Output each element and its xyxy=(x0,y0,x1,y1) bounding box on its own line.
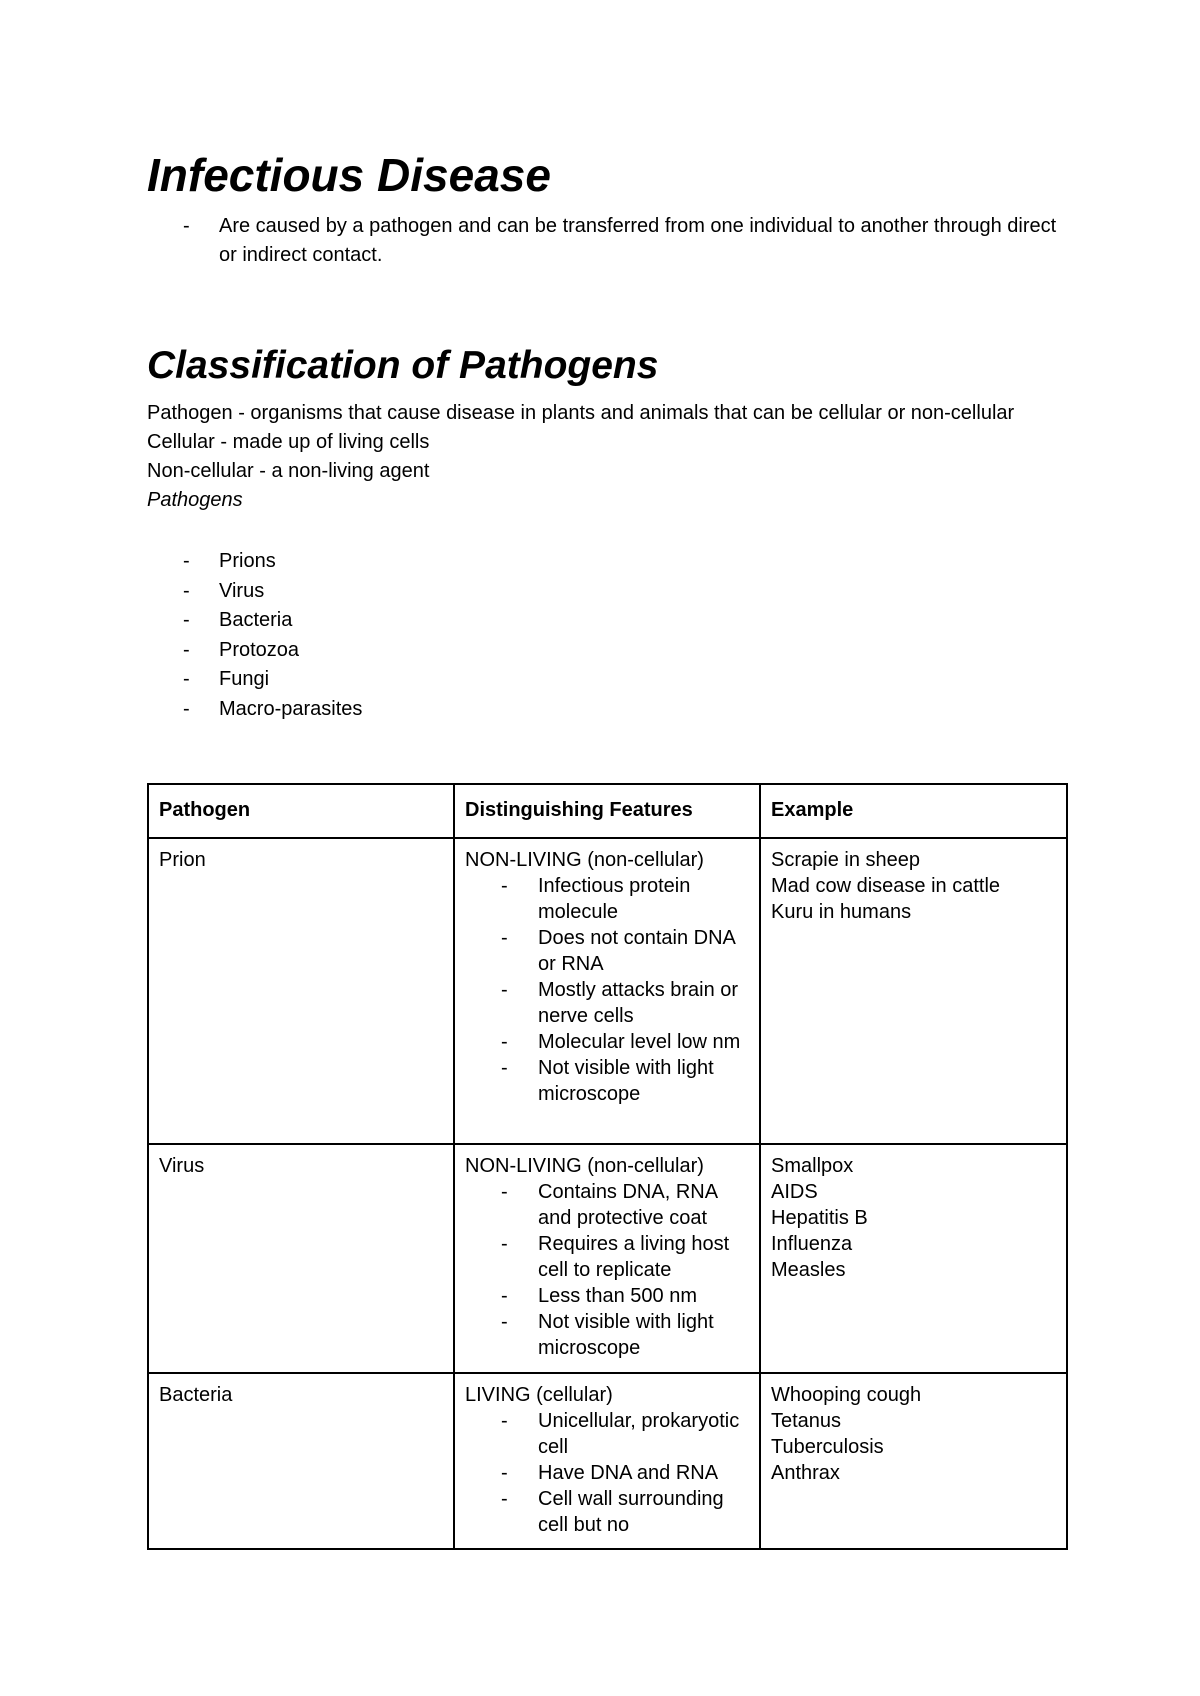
feature-text: Not visible with light microscope xyxy=(538,1057,714,1105)
column-header-example: Example xyxy=(760,784,1067,838)
bullet-dash: - xyxy=(501,927,508,949)
example-text: Tuberculosis xyxy=(771,1436,884,1458)
intro-bullet-text: Are caused by a pathogen and can be transferred from one individual to another through direct or indirect contact. xyxy=(219,215,1057,266)
feature-list xyxy=(465,1179,749,1361)
pathogen-cell: Prion xyxy=(148,838,454,1144)
examples-cell xyxy=(760,1373,1067,1549)
bullet-dash: - xyxy=(501,1233,508,1255)
feature-item xyxy=(465,1408,749,1460)
bullet-dash: - xyxy=(501,1410,508,1432)
bullet-dash: - xyxy=(183,668,190,690)
feature-text: Have DNA and RNA xyxy=(538,1462,719,1484)
list-item-label: Fungi xyxy=(219,668,270,690)
feature-item xyxy=(465,1029,749,1055)
feature-list xyxy=(465,873,749,1107)
example-text: Mad cow disease in cattle xyxy=(771,875,1001,897)
feature-text: Unicellular, prokaryotic cell xyxy=(538,1410,740,1458)
features-cell xyxy=(454,838,760,1144)
feature-heading: NON-LIVING (non-cellular) xyxy=(465,849,704,871)
pathogen-table xyxy=(147,783,1068,1550)
feature-text: Not visible with light microscope xyxy=(538,1311,714,1359)
list-item-label: Macro-parasites xyxy=(219,697,363,720)
feature-list xyxy=(465,1408,749,1538)
feature-item xyxy=(465,1309,749,1361)
definition-non-cellular: Non-cellular - a non-living agent xyxy=(147,460,430,482)
feature-item xyxy=(465,1283,749,1309)
bullet-dash: - xyxy=(501,1285,508,1307)
bullet-dash: - xyxy=(501,1031,508,1053)
list-item-label: Prions xyxy=(219,550,276,572)
bullet-dash: - xyxy=(183,215,190,237)
features-cell xyxy=(454,1373,760,1549)
feature-item xyxy=(465,977,749,1029)
definitions-block xyxy=(147,399,1067,515)
feature-item xyxy=(465,1179,749,1231)
table-row xyxy=(148,1373,1067,1549)
bullet-dash: - xyxy=(501,979,508,1001)
page-title: Infectious Disease xyxy=(147,149,551,201)
feature-text: Infectious protein molecule xyxy=(538,875,691,923)
example-text: Whooping cough xyxy=(771,1384,922,1406)
bullet-dash: - xyxy=(501,1057,508,1079)
bullet-dash: - xyxy=(183,697,190,720)
feature-text: Mostly attacks brain or nerve cells xyxy=(538,979,739,1027)
feature-heading: LIVING (cellular) xyxy=(465,1384,613,1406)
definition-pathogen: Pathogen - organisms that cause disease in plants and animals that can be cellular or non-cellular xyxy=(147,402,1015,424)
section-title: Classification of Pathogens xyxy=(147,344,659,387)
bullet-dash: - xyxy=(501,875,508,897)
pathogen-cell: Bacteria xyxy=(148,1373,454,1549)
list-item xyxy=(147,665,747,695)
example-text: Smallpox xyxy=(771,1155,854,1177)
feature-heading: NON-LIVING (non-cellular) xyxy=(465,1155,704,1177)
bullet-dash: - xyxy=(501,1311,508,1333)
example-text: Anthrax xyxy=(771,1462,840,1484)
pathogens-label: Pathogens xyxy=(147,489,243,511)
list-item-label: Protozoa xyxy=(219,638,300,661)
pathogen-list xyxy=(147,547,747,724)
feature-text: Does not contain DNA or RNA xyxy=(538,927,735,975)
example-text: Influenza xyxy=(771,1233,853,1255)
bullet-dash: - xyxy=(183,579,190,602)
column-header-pathogen: Pathogen xyxy=(148,784,454,838)
features-cell xyxy=(454,1144,760,1373)
examples-cell xyxy=(760,1144,1067,1373)
column-header-features: Distinguishing Features xyxy=(454,784,760,838)
examples-cell xyxy=(760,838,1067,1144)
bullet-dash: - xyxy=(501,1488,508,1510)
bullet-dash: - xyxy=(183,638,190,661)
list-item xyxy=(147,606,747,636)
feature-item xyxy=(465,925,749,977)
list-item xyxy=(147,695,747,725)
table-header-row xyxy=(148,784,1067,838)
table-row xyxy=(148,838,1067,1144)
example-text: Measles xyxy=(771,1259,846,1281)
list-item-label: Virus xyxy=(219,579,265,602)
list-item xyxy=(147,636,747,666)
feature-text: Cell wall surrounding cell but no xyxy=(538,1488,724,1536)
feature-text: Requires a living host cell to replicate xyxy=(538,1233,730,1281)
example-text: Tetanus xyxy=(771,1410,842,1432)
feature-text: Contains DNA, RNA and protective coat xyxy=(538,1181,717,1229)
table-row xyxy=(148,1144,1067,1373)
feature-item xyxy=(465,873,749,925)
bullet-dash: - xyxy=(501,1462,508,1484)
example-text: AIDS xyxy=(771,1181,818,1203)
example-text: Kuru in humans xyxy=(771,901,912,923)
bullet-dash: - xyxy=(501,1181,508,1203)
feature-item xyxy=(465,1486,749,1538)
feature-item xyxy=(465,1460,749,1486)
example-text: Scrapie in sheep xyxy=(771,849,920,871)
feature-text: Less than 500 nm xyxy=(538,1285,697,1307)
pathogen-cell: Virus xyxy=(148,1144,454,1373)
definition-cellular: Cellular - made up of living cells xyxy=(147,431,430,453)
example-text: Hepatitis B xyxy=(771,1207,868,1229)
feature-text: Molecular level low nm xyxy=(538,1031,741,1053)
bullet-dash: - xyxy=(183,609,190,631)
feature-item xyxy=(465,1055,749,1107)
bullet-dash: - xyxy=(183,550,190,572)
list-item xyxy=(147,577,747,607)
feature-item xyxy=(465,1231,749,1283)
list-item xyxy=(147,547,747,577)
list-item-label: Bacteria xyxy=(219,609,293,631)
